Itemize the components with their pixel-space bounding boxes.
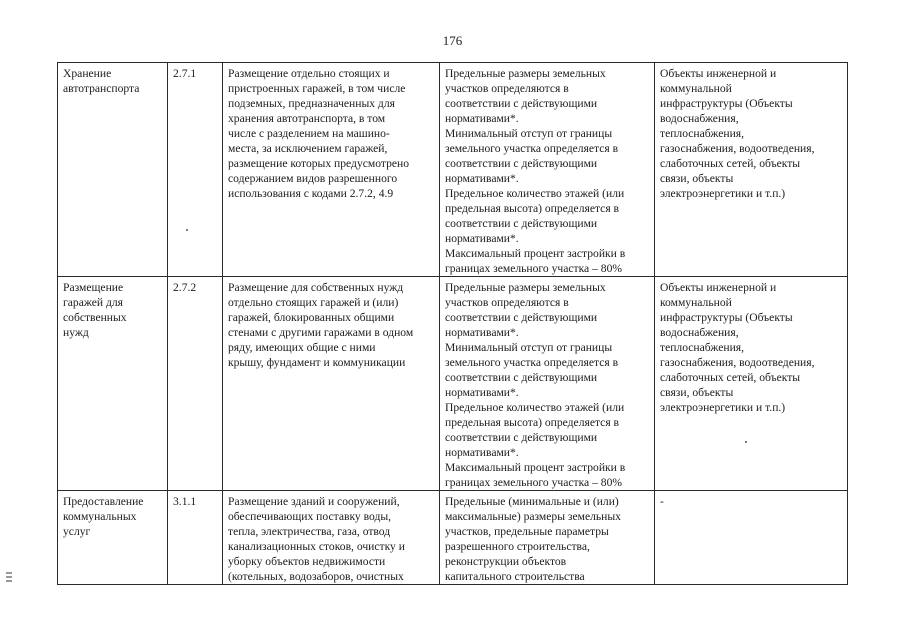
use-type-code: 3.1.1 (168, 491, 223, 585)
construction-parameters: Предельные размеры земельных участков определяются в соответствии с действующими нормативами*. Минимальный отступ от границы земельного участка определяется в соответствии с действующими нормативами*. Предельное количество этажей (или предельная высота) определяется в соответствии с действующими нормативами*. Максимальный процент застройки в границах земельного участка – 80% (440, 63, 655, 277)
scan-speck (745, 441, 747, 443)
scan-speck (186, 229, 188, 231)
use-type-description: Размещение отдельно стоящих и пристроенных гаражей, в том числе подземных, предназначенных для хранения автотранспорта, в том числе с разделением на машино- места, за исключением гаражей, размещение которых предусмотрено содержанием видов разрешенного использования с кодами 2.7.2, 4.9 (223, 63, 440, 277)
page-number: 176 (442, 33, 463, 48)
use-type-code: 2.7.2 (168, 277, 223, 491)
use-type-description: Размещение зданий и сооружений, обеспечивающих поставку воды, тепла, электричества, газа, отвод канализационных стоков, очистку и уборку объектов недвижимости (котельных, водозаборов, очистных (223, 491, 440, 585)
construction-parameters: Предельные (минимальные и (или) максимальные) размеры земельных участков, предельные параметры разрешенного строительства, реконструкции объектов капитального строительства (440, 491, 655, 585)
table-row (58, 63, 848, 277)
land-use-table (57, 62, 848, 585)
auxiliary-objects: Объекты инженерной и коммунальной инфраструктуры (Объекты водоснабжения, теплоснабжения, газоснабжения, водоотведения, слаботочных сетей, объекты связи, объекты электроэнергетики и т.п.) (655, 63, 848, 277)
table-row (58, 277, 848, 491)
use-type-name: Предоставление коммунальных услуг (58, 491, 168, 585)
scan-margin-mark (6, 571, 12, 585)
auxiliary-objects: - (655, 491, 848, 585)
auxiliary-objects: Объекты инженерной и коммунальной инфраструктуры (Объекты водоснабжения, теплоснабжения, газоснабжения, водоотведения, слаботочных сетей, объекты связи, объекты электроэнергетики и т.п.) (655, 277, 848, 491)
table-row (58, 491, 848, 585)
construction-parameters: Предельные размеры земельных участков определяются в соответствии с действующими нормативами*. Минимальный отступ от границы земельного участка определяется в соответствии с действующими нормативами*. Предельное количество этажей (или предельная высота) определяется в соответствии с действующими нормативами*. Максимальный процент застройки в границах земельного участка – 80% (440, 277, 655, 491)
use-type-code: 2.7.1 (168, 63, 223, 277)
use-type-name: Размещение гаражей для собственных нужд (58, 277, 168, 491)
scan-mark-icon (6, 571, 12, 585)
use-type-name: Хранение автотранспорта (58, 63, 168, 277)
use-type-description: Размещение для собственных нужд отдельно стоящих гаражей и (или) гаражей, блокированных общими стенами с другими гаражами в одном ряду, имеющих общие с ними крышу, фундамент и коммуникации (223, 277, 440, 491)
